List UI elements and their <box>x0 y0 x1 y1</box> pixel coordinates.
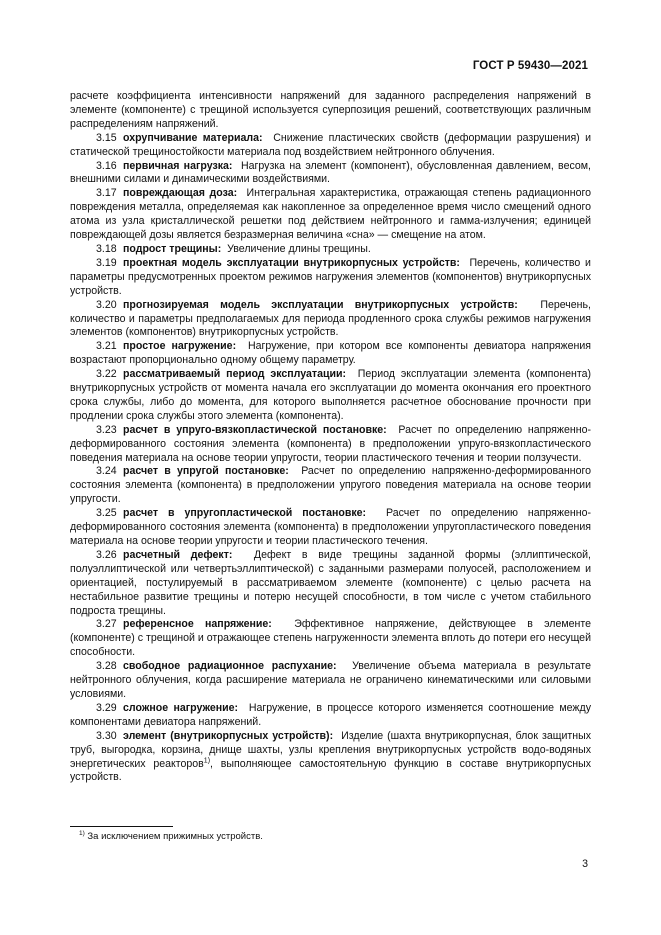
term-number: 3.26 <box>96 548 117 561</box>
term-number: 3.25 <box>96 507 117 520</box>
term-definition: Перечень, количество и параметры предполагаемых для периода продленного срока службы режимов нагружения элементов (компонентов) внутрикорпусных устройств. <box>70 298 591 339</box>
term-definition: Расчет по определению напряженно-деформированного состояния элемента (компонента) в предположении упруго-вязкопластического поведения материала на основе теории упругости, теории пластического течения и теории ползучести. <box>70 423 592 464</box>
term-name: подрост трещины: <box>123 242 222 255</box>
term-name: проектная модель эксплуатации внутрикорпусных устройств: <box>123 256 460 269</box>
term-3-28 <box>70 660 591 702</box>
term-definition: Нагружение, в процессе которого изменяется соотношение между компонентами девиатора напряжений. <box>70 701 591 728</box>
term-definition: Увеличение длины трещины. <box>227 242 371 255</box>
term-3-21 <box>70 340 591 368</box>
term-3-16 <box>70 160 591 188</box>
term-3-23 <box>70 424 591 466</box>
document-header-id: ГОСТ Р 59430—2021 <box>472 60 588 72</box>
term-number: 3.29 <box>96 701 117 714</box>
term-definition: Расчет по определению напряженно-деформированного состояния элемента (компонента) в предположении упругого поведения материала на основе теории упругости. <box>70 465 591 506</box>
term-definition: Нагружение, при котором все компоненты девиатора напряжения возрастают пропорционально одному общему параметру. <box>70 340 591 367</box>
term-name: первичная нагрузка: <box>123 159 233 172</box>
term-3-17 <box>70 187 591 243</box>
term-number: 3.27 <box>96 618 117 631</box>
term-3-30 <box>70 730 591 786</box>
term-3-18 <box>70 243 591 257</box>
term-definition: Снижение пластических свойств (деформации разрушения) и статической трещиностойкости материала под воздействием нейтронного облучения. <box>70 131 591 158</box>
term-3-20 <box>70 299 591 341</box>
term-number: 3.23 <box>96 423 117 436</box>
term-definition: Эффективное напряжение, действующее в элементе (компоненте) с трещиной и отражающее степень нагруженности элемента вплоть до потери его несущей способности. <box>70 618 591 659</box>
term-3-25 <box>70 507 591 549</box>
term-name: рассматриваемый период эксплуатации: <box>123 368 347 381</box>
term-3-24 <box>70 465 591 507</box>
term-name: расчет в упруго-вязкопластической постановке: <box>123 423 387 436</box>
term-number: 3.30 <box>96 729 117 742</box>
term-name: референсное напряжение: <box>123 618 272 631</box>
footnote-text: За исключением прижимных устройств. <box>87 831 263 842</box>
term-definition-part1: Изделие (шахта внутрикорпусная, блок защитных труб, выгородка, корзина, днище шахты, узлы крепления внутрикорпусных устройств водо-водяных энергетических реакторов <box>70 729 591 770</box>
term-number: 3.28 <box>96 660 117 673</box>
term-definition: Интегральная характеристика, отражающая степень радиационного повреждения металла, определяемая как накопленное за определенное время число смещений одного атома из узла кристаллической решетки под действием нейтронного и гамма-излучения; единицей повреждающей дозы является безразмерная величина «сна» — смещение на атом. <box>70 187 592 242</box>
term-3-26 <box>70 549 591 619</box>
term-name: охрупчивание материала: <box>123 131 263 144</box>
terms-list <box>70 132 591 730</box>
term-definition: Перечень, количество и параметры предусмотренных проектом режимов нагружения элементов (компонентов) внутрикорпусных устройств. <box>70 256 591 297</box>
term-number: 3.20 <box>96 298 117 311</box>
term-3-27 <box>70 618 591 660</box>
term-definition: Период эксплуатации элемента (компонента) внутрикорпусных устройств от момента начала его эксплуатации до момента окончания его проектного срока службы, либо до момента, для которого выполняется расчетное обоснование прочности при продлении срока службы этого элемента (компонента). <box>70 368 592 422</box>
term-name: расчетный дефект: <box>123 548 233 561</box>
term-name: свободное радиационное распухание: <box>123 660 337 673</box>
term-definition: Увеличение объема материала в результате нейтронного облучения, когда расширение материала не ограничено кинематическими или силовыми условиями. <box>70 660 591 700</box>
term-name: простое нагружение: <box>123 340 237 353</box>
page-number: 3 <box>582 858 588 870</box>
term-definition: Расчет по определению напряженно-деформированного состояния элемента (компонента) в предположении упругопластического поведения материала на основе теории упругости и теории пластического течения. <box>70 507 591 547</box>
term-definition: Дефект в виде трещины заданной формы (эллиптической, полуэллиптической или четвертьэллиптической) с заданными размерами полуосей, расположением и ориентацией, постулируемый в рассматриваемом элементе (компоненте) с целью расчета на нестабильное развитие трещины и потерю несущей способности, в том числе с учетом стабильного подроста трещины. <box>70 548 591 617</box>
term-3-29 <box>70 702 591 730</box>
term-name: элемент (внутрикорпусных устройств): <box>123 729 334 742</box>
term-name: прогнозируемая модель эксплуатации внутрикорпусных устройств: <box>123 298 518 311</box>
term-number: 3.24 <box>96 465 117 478</box>
term-number: 3.21 <box>96 340 117 353</box>
term-3-22 <box>70 368 591 424</box>
term-number: 3.22 <box>96 368 117 381</box>
term-definition-part2: , выполняющее самостоятельную функцию в составе внутрикорпусных устройств. <box>70 757 592 784</box>
document-body <box>70 90 591 785</box>
term-3-15 <box>70 132 591 160</box>
term-name: расчет в упругой постановке: <box>123 465 289 478</box>
term-3-19 <box>70 257 591 299</box>
footnote <box>79 831 263 843</box>
term-name: сложное нагружение: <box>123 701 239 714</box>
term-number: 3.15 <box>96 131 117 144</box>
footnote-reference: 1) <box>203 756 211 764</box>
term-name: расчет в упругопластической постановке: <box>123 507 367 520</box>
intro-paragraph: расчете коэффициента интенсивности напряжений для заданного распределения напряжений в элементе (компоненте) с трещиной используется суперпозиция решений, соответствующих различным распределениям напряжений. <box>70 90 591 130</box>
term-number: 3.17 <box>96 187 117 200</box>
term-name: повреждающая доза: <box>123 187 238 200</box>
footnote-separator <box>70 826 173 827</box>
term-definition: Нагрузка на элемент (компонент), обусловленная давлением, весом, внешними силами и динамическими воздействиями. <box>70 159 591 186</box>
term-number: 3.18 <box>96 242 117 255</box>
term-number: 3.19 <box>96 256 117 269</box>
footnote-mark: 1) <box>79 829 85 837</box>
term-number: 3.16 <box>96 159 117 172</box>
